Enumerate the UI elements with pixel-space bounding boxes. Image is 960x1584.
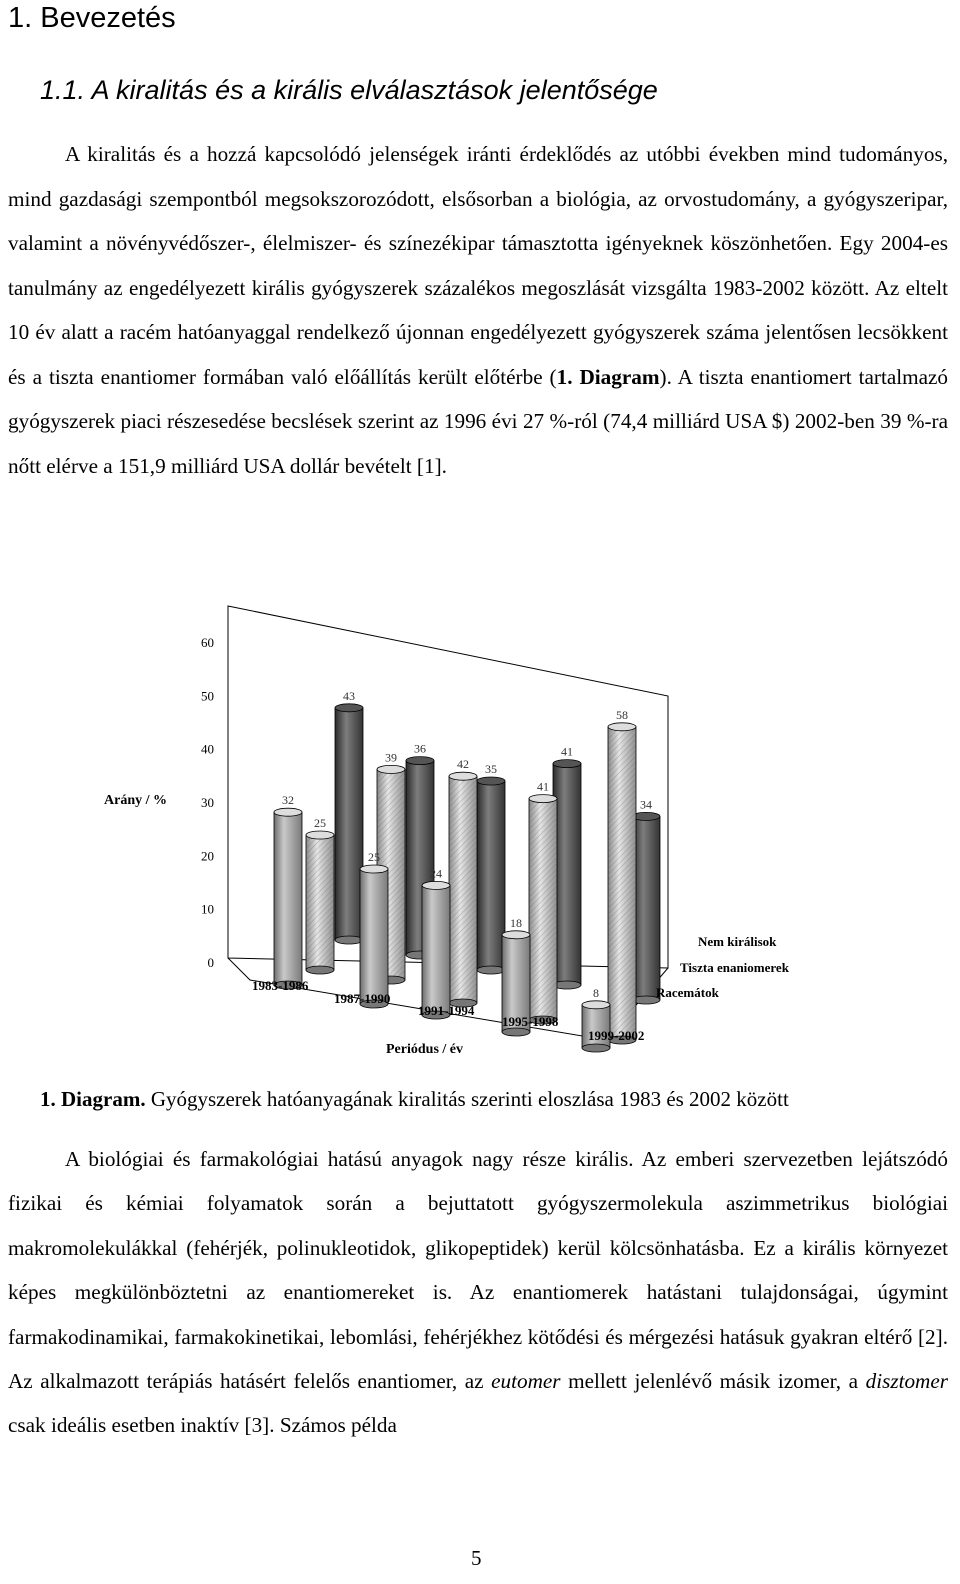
data-label: 36 xyxy=(414,741,426,756)
y-tick-label: 10 xyxy=(201,901,214,917)
category-label: 1983-1986 xyxy=(252,978,309,993)
chapter-heading: 1. Bevezetés xyxy=(8,2,176,34)
data-label: 41 xyxy=(537,779,549,794)
y-tick-label: 30 xyxy=(201,795,214,810)
category-label: 1991-1994 xyxy=(418,1003,475,1018)
data-label: 24 xyxy=(430,866,442,881)
caption-text: Gyógyszerek hatóanyagának kiralitás szerinti eloszlása 1983 és 2002 között xyxy=(145,1087,789,1111)
bar-0-0 xyxy=(274,808,302,989)
data-label: 39 xyxy=(385,750,397,765)
category-label: 1999-2002 xyxy=(588,1028,645,1043)
page-number: 5 xyxy=(471,1546,482,1570)
y-tick-labels xyxy=(201,635,214,970)
term-eutomer: eutomer xyxy=(491,1369,561,1394)
data-label: 32 xyxy=(282,793,294,808)
series-labels xyxy=(656,934,790,1000)
x-axis-label: Periódus / év xyxy=(386,1042,463,1057)
category-label: 1995-1998 xyxy=(502,1014,559,1029)
body-text-2: mellett jelenlévő másik izomer, a xyxy=(560,1369,866,1394)
diagram-reference: 1. Diagram xyxy=(556,364,660,389)
bar-1-2 xyxy=(449,772,477,1007)
bar-1-0 xyxy=(306,831,334,974)
y-tick-label: 0 xyxy=(207,955,214,970)
series-label: Racemátok xyxy=(656,985,719,1000)
data-label: 35 xyxy=(485,762,497,776)
data-label: 58 xyxy=(616,707,628,722)
category-label: 1987-1990 xyxy=(334,991,391,1006)
intro-text-2: ). A tiszta enantiomert tartalmazó gyógyszerek piaci részesedése becslések szerint az 1996 évi 27 %-ról (74,4 milliárd USA $) 2002-ben 39 %-ra nőtt elérve a 151,9 milliárd USA dollár bevételt [1]. xyxy=(8,364,949,478)
intro-paragraph xyxy=(8,132,948,488)
bar-0-4 xyxy=(582,1001,610,1052)
body-paragraph xyxy=(8,1137,948,1448)
chirality-bar-chart xyxy=(0,600,960,1070)
data-label: 43 xyxy=(343,688,355,703)
series-label: Tiszta enaniomerek xyxy=(680,960,789,975)
chart-bars xyxy=(274,704,660,1052)
bar-0-2 xyxy=(422,881,450,1019)
bar-1-3 xyxy=(529,795,557,1024)
data-label: 8 xyxy=(593,985,599,1000)
y-tick-label: 50 xyxy=(201,688,214,704)
bar-1-4 xyxy=(608,723,636,1044)
data-label: 25 xyxy=(368,850,380,864)
bar-0-1 xyxy=(360,865,388,1008)
y-tick-label: 60 xyxy=(201,635,214,650)
y-tick-label: 40 xyxy=(201,741,214,757)
term-disztomer: disztomer xyxy=(865,1369,948,1394)
intro-text-1: A kiralitás és a hozzá kapcsolódó jelenségek iránti érdeklődés az utóbbi években mind tudományos, mind gazdasági szempontból megsokszorozódott, elsősorban a biológia, az orvostudomány, a gyógyszeripar, valamint a növényvédőszer-, élelmiszer- és színezékipar támasztotta igényeknek köszönhetően. Egy 2004-es tanulmány az engedélyezett királis gyógyszerek százalékos megoszlását vizsgálta 1983-2002 között. Az eltelt 10 év alatt a racém hatóanyaggal rendelkező újonnan engedélyezett gyógyszerek száma jelentősen lecsökkent és a tiszta enantiomer formában való előállítás került előtérbe ( xyxy=(8,142,948,389)
data-label: 42 xyxy=(457,757,469,772)
body-text-1: A biológiai és farmakológiai hatású anyagok nagy része királis. Az emberi szervezetben lejátszódó fizikai és kémiai folyamatok során a bejuttatott gyógyszermolekula aszimmetrikus biológiai makromolekulákkal (fehérjék, polinukleotidok, glikopeptidek) kerül kölcsönhatásba. Ez a királis környezet képes megkülönböztetni az enantiomereket is. Az enantiomerek hatástani tulajdonságai, úgymint farmakodinamikai, farmakokinetikai, lebomlási, fehérjékhez kötődési és mérgezési hatásuk gyakran eltérő [2]. Az alkalmazott terápiás hatásért felelős enantiomer, az xyxy=(8,1147,948,1394)
body-text-3: csak ideális esetben inaktív [3]. Számos példa xyxy=(8,1413,397,1438)
y-axis-label: Arány / % xyxy=(104,793,167,808)
y-tick-label: 20 xyxy=(201,848,214,864)
figure-caption xyxy=(40,1085,789,1113)
data-label: 18 xyxy=(510,915,522,930)
bar-2-2 xyxy=(477,777,505,974)
series-label: Nem királisok xyxy=(698,934,777,949)
section-heading: 1.1. A kiralitás és a királis elválasztások jelentősége xyxy=(40,75,658,105)
data-label: 25 xyxy=(314,816,326,830)
caption-label: 1. Diagram. xyxy=(40,1087,146,1111)
bar-2-0 xyxy=(335,704,363,944)
data-label: 34 xyxy=(640,797,652,812)
data-label: 41 xyxy=(561,744,573,759)
